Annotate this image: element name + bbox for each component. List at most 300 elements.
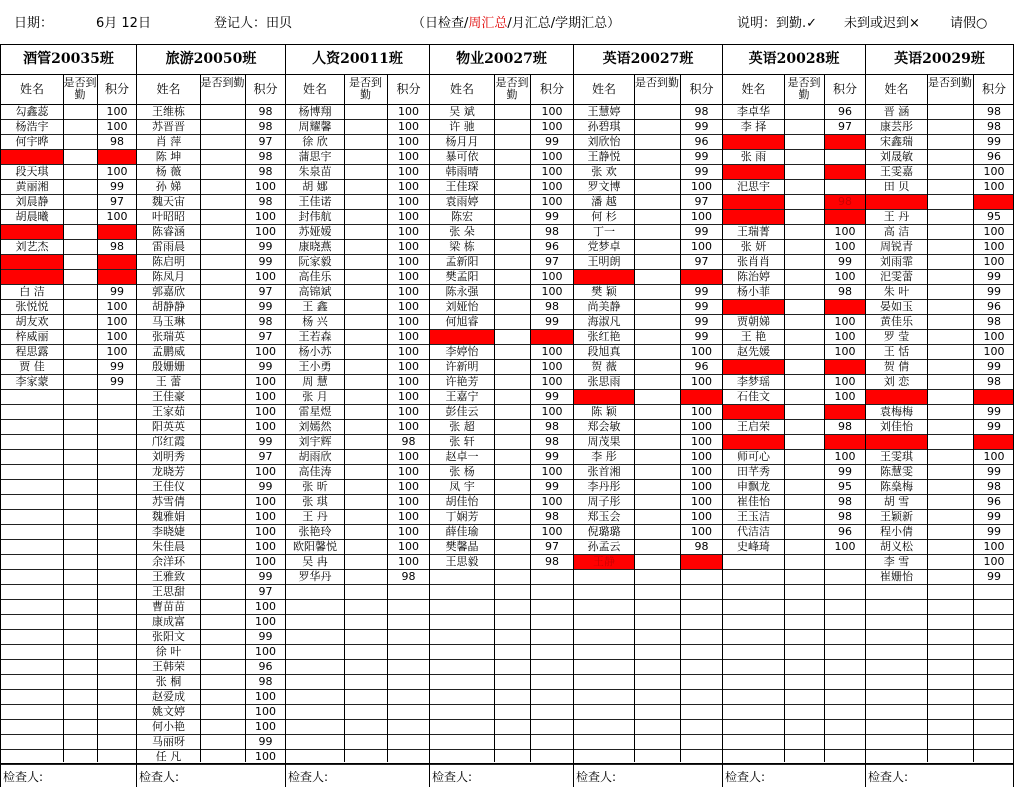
attendance-cell[interactable]	[344, 450, 387, 464]
points-cell[interactable]: 98	[545, 420, 559, 433]
points-cell[interactable]: 100	[541, 165, 563, 178]
attendance-cell[interactable]	[63, 195, 97, 209]
attendance-cell[interactable]	[344, 330, 387, 344]
student-row[interactable]	[574, 225, 722, 240]
student-row[interactable]	[723, 285, 865, 300]
points-cell[interactable]: 100	[398, 345, 419, 358]
attendance-cell[interactable]	[63, 435, 97, 449]
attendance-cell[interactable]	[927, 585, 973, 599]
attendance-cell[interactable]	[634, 120, 680, 134]
attendance-cell[interactable]	[494, 450, 530, 464]
student-row[interactable]	[286, 165, 429, 180]
student-row[interactable]	[1, 285, 136, 300]
points-cell[interactable]	[97, 225, 136, 239]
points-cell[interactable]	[973, 615, 1014, 629]
attendance-cell[interactable]	[927, 660, 973, 674]
points-cell[interactable]	[387, 690, 429, 704]
points-cell[interactable]: 100	[691, 510, 712, 523]
student-row[interactable]	[430, 600, 573, 615]
student-row[interactable]	[137, 435, 285, 450]
points-cell[interactable]: 100	[106, 315, 128, 328]
attendance-cell[interactable]	[634, 660, 680, 674]
points-cell[interactable]: 100	[983, 345, 1005, 358]
student-row[interactable]	[866, 450, 1013, 465]
attendance-cell[interactable]	[494, 300, 530, 314]
tab-monthly-term[interactable]: /月汇总/学期汇总）	[507, 16, 621, 31]
points-cell[interactable]: 100	[834, 225, 856, 238]
attendance-cell[interactable]	[634, 525, 680, 539]
points-cell[interactable]	[824, 585, 865, 599]
attendance-cell[interactable]	[200, 645, 245, 659]
student-row[interactable]	[137, 600, 285, 615]
student-row[interactable]	[430, 390, 573, 405]
attendance-cell[interactable]	[200, 360, 245, 374]
points-cell[interactable]: 98	[258, 315, 273, 328]
student-row[interactable]	[723, 135, 865, 150]
attendance-cell[interactable]	[200, 705, 245, 719]
points-cell[interactable]	[387, 735, 429, 749]
student-row[interactable]	[1, 570, 136, 585]
student-row[interactable]	[430, 660, 573, 675]
attendance-cell[interactable]	[63, 570, 97, 584]
student-row[interactable]	[723, 360, 865, 375]
points-cell[interactable]: 97	[838, 120, 852, 133]
student-row[interactable]	[574, 720, 722, 735]
points-cell[interactable]	[530, 600, 573, 614]
attendance-cell[interactable]	[344, 150, 387, 164]
tab-daily-check[interactable]: （日检查/	[412, 16, 469, 31]
attendance-cell[interactable]	[784, 735, 824, 749]
attendance-cell[interactable]	[344, 570, 387, 584]
attendance-cell[interactable]	[200, 690, 245, 704]
points-cell[interactable]	[824, 735, 865, 749]
points-cell[interactable]: 100	[255, 345, 276, 358]
attendance-cell[interactable]	[784, 345, 824, 359]
attendance-cell[interactable]	[63, 660, 97, 674]
points-cell[interactable]: 100	[541, 360, 563, 373]
student-row[interactable]	[574, 510, 722, 525]
attendance-cell[interactable]	[344, 585, 387, 599]
student-row[interactable]	[574, 540, 722, 555]
points-cell[interactable]: 100	[255, 225, 276, 238]
points-cell[interactable]: 100	[691, 405, 712, 418]
points-cell[interactable]: 99	[694, 315, 709, 328]
attendance-cell[interactable]	[634, 735, 680, 749]
attendance-cell[interactable]	[63, 240, 97, 254]
points-cell[interactable]	[97, 390, 136, 404]
attendance-cell[interactable]	[344, 600, 387, 614]
points-cell[interactable]: 100	[398, 480, 419, 493]
points-cell[interactable]	[973, 750, 1014, 764]
points-cell[interactable]	[824, 405, 865, 419]
attendance-cell[interactable]	[494, 720, 530, 734]
points-cell[interactable]: 98	[694, 105, 709, 118]
student-row[interactable]	[286, 705, 429, 720]
points-cell[interactable]	[530, 720, 573, 734]
student-row[interactable]	[286, 615, 429, 630]
points-cell[interactable]	[680, 645, 722, 659]
attendance-cell[interactable]	[634, 510, 680, 524]
points-cell[interactable]: 100	[398, 555, 419, 568]
points-cell[interactable]: 100	[398, 540, 419, 553]
attendance-cell[interactable]	[63, 555, 97, 569]
points-cell[interactable]	[680, 390, 722, 404]
points-cell[interactable]: 99	[545, 450, 559, 463]
points-cell[interactable]	[824, 690, 865, 704]
points-cell[interactable]: 99	[258, 570, 273, 583]
points-cell[interactable]: 100	[691, 210, 712, 223]
student-row[interactable]	[866, 495, 1013, 510]
student-row[interactable]	[574, 285, 722, 300]
points-cell[interactable]: 100	[398, 270, 419, 283]
points-cell[interactable]: 99	[545, 135, 559, 148]
student-row[interactable]	[137, 705, 285, 720]
attendance-cell[interactable]	[634, 450, 680, 464]
attendance-cell[interactable]	[200, 480, 245, 494]
student-row[interactable]	[286, 630, 429, 645]
attendance-cell[interactable]	[344, 420, 387, 434]
points-cell[interactable]: 98	[258, 120, 273, 133]
student-row[interactable]	[286, 570, 429, 585]
points-cell[interactable]: 96	[987, 495, 1001, 508]
attendance-cell[interactable]	[63, 675, 97, 689]
student-row[interactable]	[1, 645, 136, 660]
attendance-cell[interactable]	[494, 315, 530, 329]
student-row[interactable]	[286, 180, 429, 195]
attendance-cell[interactable]	[344, 660, 387, 674]
points-cell[interactable]: 100	[398, 135, 419, 148]
student-row[interactable]	[137, 540, 285, 555]
student-row[interactable]	[430, 255, 573, 270]
points-cell[interactable]: 95	[838, 480, 852, 493]
points-cell[interactable]	[387, 585, 429, 599]
points-cell[interactable]	[97, 510, 136, 524]
points-cell[interactable]: 100	[983, 240, 1005, 253]
points-cell[interactable]: 100	[398, 210, 419, 223]
student-row[interactable]	[866, 240, 1013, 255]
points-cell[interactable]: 99	[987, 405, 1001, 418]
attendance-cell[interactable]	[200, 135, 245, 149]
attendance-cell[interactable]	[634, 255, 680, 269]
attendance-cell[interactable]	[634, 270, 680, 284]
attendance-cell[interactable]	[927, 600, 973, 614]
attendance-cell[interactable]	[200, 405, 245, 419]
points-cell[interactable]	[680, 690, 722, 704]
student-row[interactable]	[723, 405, 865, 420]
student-row[interactable]	[574, 690, 722, 705]
points-cell[interactable]	[973, 735, 1014, 749]
attendance-cell[interactable]	[927, 750, 973, 764]
points-cell[interactable]: 100	[834, 390, 856, 403]
attendance-cell[interactable]	[494, 675, 530, 689]
attendance-cell[interactable]	[634, 585, 680, 599]
points-cell[interactable]: 100	[255, 750, 276, 763]
attendance-cell[interactable]	[634, 180, 680, 194]
attendance-cell[interactable]	[63, 375, 97, 389]
points-cell[interactable]: 100	[398, 105, 419, 118]
attendance-cell[interactable]	[63, 180, 97, 194]
student-row[interactable]	[430, 315, 573, 330]
student-row[interactable]	[574, 435, 722, 450]
student-row[interactable]	[723, 690, 865, 705]
attendance-cell[interactable]	[494, 195, 530, 209]
attendance-cell[interactable]	[344, 105, 387, 119]
attendance-cell[interactable]	[784, 165, 824, 179]
points-cell[interactable]: 99	[694, 300, 709, 313]
student-row[interactable]	[137, 180, 285, 195]
student-row[interactable]	[430, 735, 573, 750]
student-row[interactable]	[286, 405, 429, 420]
points-cell[interactable]	[530, 570, 573, 584]
student-row[interactable]	[1, 465, 136, 480]
attendance-cell[interactable]	[784, 450, 824, 464]
points-cell[interactable]: 100	[691, 450, 712, 463]
attendance-cell[interactable]	[344, 240, 387, 254]
points-cell[interactable]	[824, 675, 865, 689]
points-cell[interactable]	[824, 630, 865, 644]
student-row[interactable]	[430, 225, 573, 240]
points-cell[interactable]: 100	[691, 495, 712, 508]
points-cell[interactable]: 100	[541, 465, 563, 478]
points-cell[interactable]	[824, 570, 865, 584]
points-cell[interactable]: 99	[694, 330, 709, 343]
attendance-cell[interactable]	[344, 465, 387, 479]
points-cell[interactable]	[824, 750, 865, 764]
student-row[interactable]	[574, 450, 722, 465]
points-cell[interactable]	[973, 630, 1014, 644]
attendance-cell[interactable]	[494, 525, 530, 539]
attendance-cell[interactable]	[63, 165, 97, 179]
attendance-cell[interactable]	[494, 120, 530, 134]
attendance-cell[interactable]	[344, 480, 387, 494]
attendance-cell[interactable]	[344, 615, 387, 629]
attendance-cell[interactable]	[634, 165, 680, 179]
student-row[interactable]	[430, 645, 573, 660]
inspector-field[interactable]: 检查人:	[137, 763, 285, 787]
points-cell[interactable]	[97, 420, 136, 434]
attendance-cell[interactable]	[784, 600, 824, 614]
points-cell[interactable]	[680, 735, 722, 749]
attendance-cell[interactable]	[927, 615, 973, 629]
tab-weekly-summary[interactable]: 周汇总	[468, 16, 508, 31]
points-cell[interactable]	[97, 645, 136, 659]
points-cell[interactable]: 100	[541, 180, 563, 193]
points-cell[interactable]: 99	[987, 270, 1001, 283]
student-row[interactable]	[723, 180, 865, 195]
attendance-cell[interactable]	[927, 390, 973, 404]
attendance-cell[interactable]	[344, 270, 387, 284]
points-cell[interactable]: 100	[691, 375, 712, 388]
student-row[interactable]	[723, 330, 865, 345]
student-row[interactable]	[137, 330, 285, 345]
points-cell[interactable]: 100	[834, 240, 856, 253]
attendance-cell[interactable]	[784, 390, 824, 404]
student-row[interactable]	[137, 555, 285, 570]
points-cell[interactable]	[973, 390, 1014, 404]
student-row[interactable]	[1, 315, 136, 330]
student-row[interactable]	[574, 240, 722, 255]
attendance-cell[interactable]	[927, 540, 973, 554]
attendance-cell[interactable]	[634, 390, 680, 404]
student-row[interactable]	[574, 735, 722, 750]
points-cell[interactable]	[97, 660, 136, 674]
student-row[interactable]	[1, 555, 136, 570]
student-row[interactable]	[1, 480, 136, 495]
attendance-cell[interactable]	[784, 510, 824, 524]
student-row[interactable]	[866, 480, 1013, 495]
points-cell[interactable]: 100	[106, 210, 128, 223]
attendance-cell[interactable]	[494, 585, 530, 599]
student-row[interactable]	[866, 375, 1013, 390]
attendance-cell[interactable]	[63, 120, 97, 134]
points-cell[interactable]: 100	[255, 270, 276, 283]
points-cell[interactable]: 100	[255, 645, 276, 658]
points-cell[interactable]: 100	[255, 180, 276, 193]
student-row[interactable]	[574, 375, 722, 390]
attendance-cell[interactable]	[494, 645, 530, 659]
student-row[interactable]	[286, 540, 429, 555]
student-row[interactable]	[430, 570, 573, 585]
attendance-cell[interactable]	[494, 465, 530, 479]
student-row[interactable]	[430, 525, 573, 540]
points-cell[interactable]: 100	[834, 330, 856, 343]
attendance-cell[interactable]	[63, 735, 97, 749]
attendance-cell[interactable]	[634, 630, 680, 644]
attendance-cell[interactable]	[200, 420, 245, 434]
attendance-cell[interactable]	[63, 210, 97, 224]
points-cell[interactable]: 99	[838, 255, 852, 268]
points-cell[interactable]	[97, 555, 136, 569]
points-cell[interactable]: 100	[106, 105, 128, 118]
student-row[interactable]	[1, 150, 136, 165]
attendance-cell[interactable]	[344, 195, 387, 209]
attendance-cell[interactable]	[634, 210, 680, 224]
attendance-cell[interactable]	[63, 255, 97, 269]
points-cell[interactable]	[97, 705, 136, 719]
student-row[interactable]	[723, 675, 865, 690]
points-cell[interactable]	[387, 720, 429, 734]
attendance-cell[interactable]	[784, 480, 824, 494]
points-cell[interactable]: 100	[983, 225, 1005, 238]
attendance-cell[interactable]	[784, 120, 824, 134]
student-row[interactable]	[723, 210, 865, 225]
points-cell[interactable]	[680, 750, 722, 764]
attendance-cell[interactable]	[927, 105, 973, 119]
attendance-cell[interactable]	[634, 570, 680, 584]
points-cell[interactable]: 100	[398, 315, 419, 328]
student-row[interactable]	[1, 195, 136, 210]
points-cell[interactable]: 99	[694, 225, 709, 238]
attendance-cell[interactable]	[344, 630, 387, 644]
points-cell[interactable]	[530, 675, 573, 689]
inspector-field[interactable]: 检查人:	[430, 763, 573, 787]
points-cell[interactable]	[680, 570, 722, 584]
points-cell[interactable]: 100	[834, 375, 856, 388]
student-row[interactable]	[137, 570, 285, 585]
attendance-cell[interactable]	[634, 405, 680, 419]
points-cell[interactable]	[973, 675, 1014, 689]
points-cell[interactable]	[530, 630, 573, 644]
points-cell[interactable]: 98	[258, 105, 273, 118]
attendance-cell[interactable]	[634, 285, 680, 299]
student-row[interactable]	[1, 510, 136, 525]
student-row[interactable]	[723, 270, 865, 285]
points-cell[interactable]	[387, 630, 429, 644]
points-cell[interactable]: 100	[983, 450, 1005, 463]
attendance-cell[interactable]	[200, 240, 245, 254]
attendance-cell[interactable]	[784, 540, 824, 554]
attendance-cell[interactable]	[927, 330, 973, 344]
student-row[interactable]	[430, 210, 573, 225]
points-cell[interactable]	[973, 705, 1014, 719]
points-cell[interactable]: 100	[983, 555, 1005, 568]
attendance-cell[interactable]	[63, 300, 97, 314]
points-cell[interactable]: 100	[255, 390, 276, 403]
attendance-cell[interactable]	[784, 675, 824, 689]
points-cell[interactable]: 100	[255, 690, 276, 703]
points-cell[interactable]	[824, 555, 865, 569]
student-row[interactable]	[430, 690, 573, 705]
points-cell[interactable]: 99	[110, 360, 124, 373]
points-cell[interactable]	[97, 630, 136, 644]
student-row[interactable]	[1, 330, 136, 345]
student-row[interactable]	[137, 360, 285, 375]
attendance-cell[interactable]	[634, 225, 680, 239]
student-row[interactable]	[286, 480, 429, 495]
student-row[interactable]	[574, 270, 722, 285]
student-row[interactable]	[286, 330, 429, 345]
attendance-cell[interactable]	[494, 390, 530, 404]
student-row[interactable]	[866, 165, 1013, 180]
points-cell[interactable]: 96	[694, 360, 709, 373]
points-cell[interactable]	[973, 645, 1014, 659]
attendance-cell[interactable]	[494, 480, 530, 494]
points-cell[interactable]: 100	[106, 330, 128, 343]
student-row[interactable]	[1, 675, 136, 690]
student-row[interactable]	[137, 615, 285, 630]
points-cell[interactable]: 95	[987, 210, 1001, 223]
points-cell[interactable]	[97, 750, 136, 764]
attendance-cell[interactable]	[634, 600, 680, 614]
attendance-cell[interactable]	[63, 600, 97, 614]
attendance-cell[interactable]	[634, 360, 680, 374]
attendance-cell[interactable]	[784, 555, 824, 569]
attendance-cell[interactable]	[927, 420, 973, 434]
points-cell[interactable]: 100	[255, 465, 276, 478]
points-cell[interactable]: 99	[110, 180, 124, 193]
attendance-cell[interactable]	[63, 270, 97, 284]
attendance-cell[interactable]	[344, 555, 387, 569]
attendance-cell[interactable]	[63, 345, 97, 359]
student-row[interactable]	[137, 120, 285, 135]
student-row[interactable]	[286, 345, 429, 360]
points-cell[interactable]: 98	[258, 150, 273, 163]
points-cell[interactable]: 100	[398, 300, 419, 313]
attendance-cell[interactable]	[200, 720, 245, 734]
student-row[interactable]	[866, 645, 1013, 660]
points-cell[interactable]	[387, 600, 429, 614]
student-row[interactable]	[137, 165, 285, 180]
points-cell[interactable]: 100	[398, 465, 419, 478]
attendance-cell[interactable]	[927, 720, 973, 734]
student-row[interactable]	[574, 630, 722, 645]
points-cell[interactable]: 99	[987, 465, 1001, 478]
points-cell[interactable]: 100	[255, 540, 276, 553]
student-row[interactable]	[574, 675, 722, 690]
attendance-cell[interactable]	[200, 375, 245, 389]
points-cell[interactable]	[97, 540, 136, 554]
points-cell[interactable]: 99	[694, 165, 709, 178]
